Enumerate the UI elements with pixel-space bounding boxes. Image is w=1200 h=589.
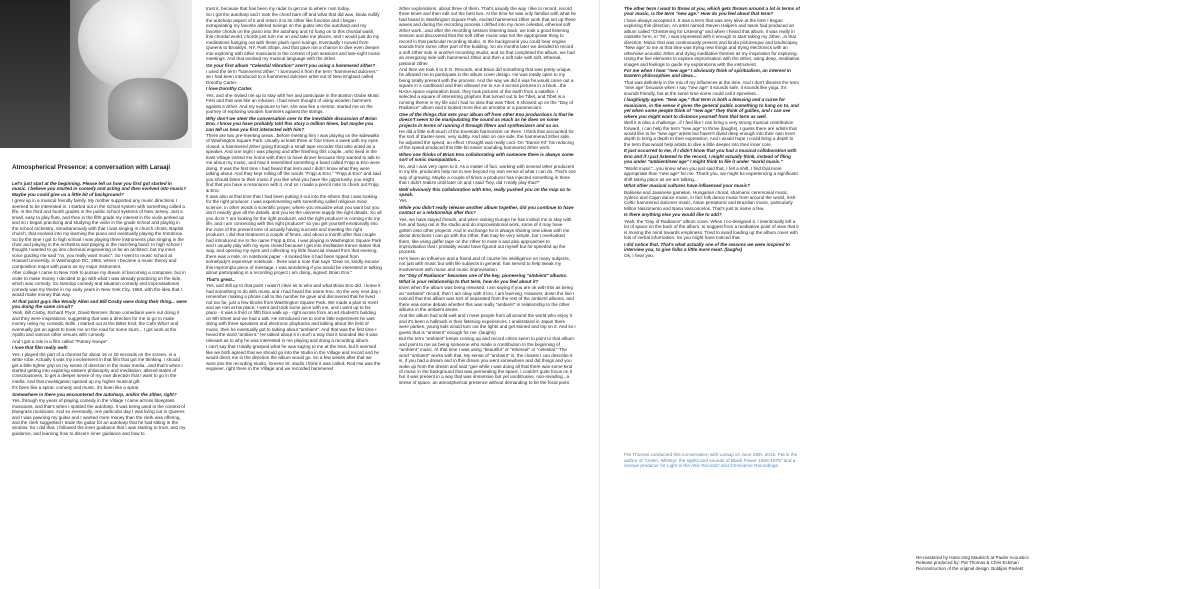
interview-question: What other musical cultures have influenced your music? xyxy=(624,183,751,189)
interview-answer: Ok, I hear you. xyxy=(624,253,655,259)
interview-answer: He's been an influence and a friend and of course his intelligence on many subjects, not just with music but with life subjects in general, has served to help tweak my involvement with music and music improvisation. xyxy=(399,255,570,272)
author-credit: Pat Thomas conducted this conversation with Laraaji on June 29th, 2015. Pat is the author of "Listen, Whitey!: the sights and sounds of Black Power 1965-1975" and a reissue producer for Light in the Attic Records' and Omniverse Recordings. xyxy=(624,452,798,469)
interview-question: Why don't we steer the conversation over to the inevitable discussion of Brian Eno. I know you have probably told this story a million times, but maybe you can tell us how you first interacted with him? xyxy=(206,115,377,132)
article-column-1 xyxy=(12,181,187,585)
interview-answer: Yes, and she invited me up to stay with her and participate in the Boston Globe Music Fest and that was like an infusion. I had never thought of using wooden hammers against a zither. And my exposure to her, she was like a mentor, started me on the journey of exploring wooden hammers against the strings. xyxy=(206,92,380,115)
interview-answer: I can't say that I totally grasped what he was saying to me at the time, but it seemed like we both agreed that we should go into the studio in the Village and record and he would direct me in the direction the album would go. So a few weeks after that we went into the recording studio, Greene St. studio I think it was called. Rod Hui was the engineer, right there in the Village and we recorded hammered xyxy=(206,344,381,371)
interview-answer: Well it is also a challenge...if I feel like I can bring a very strong musical contribution forward, I can help the term "new age" to thrive (laughs). I guess there are artists that would like to be "new age" artists but haven't dived deep enough into their own inner depth to bring a depth to their expression. And I would hope I could bring a depth to the term that would help artists to dive a little deeper into their inner core. xyxy=(624,120,797,147)
interview-answer: He did a little soft touch of the Eventide harmonizer on there. I think that accounted for the sort of Easter-ness, very subtly. And also on one side, the hammered zither side, he adjusted the speed, an effect I thought was really cool. On "Dance #3" his reducing of the speed produced this little bit easier sounding hammered zither work. xyxy=(399,128,574,151)
zither-photo xyxy=(0,0,192,148)
interview-question: The other term I want to throw at you, which gets thrown around a lot in terms of your music, is the term "new age." How do you feel about that term? xyxy=(624,6,800,17)
interview-answer: Yes, I played the part of a chemist for about 15 or 20 seconds on the screen, in a white robe. Actually it was my involvement in that film that got me thinking, I should get a little tighter grip on my sense of direction in the mass media...and that's when I started getting into exploring eastern philosophy and meditation, altered states of consciousness, to get a deeper sense of my own direction that I want to go in the media. And that investigation opened up my higher musical gift. xyxy=(12,351,183,384)
interview-answer: That was definitely in the mix of my influences at the time. And I don't dismiss the term "new age" because when I say "new age" it sounds safe, it sounds like yoga, it's sounds friendly, but at the same time some could call it spineless... xyxy=(624,79,800,96)
interview-answer: After college I came to New York to pursue my dream of becoming a composer, but in order to make money I decided to go with what I was already practicing on the side, which was comedy. So standup comedy and situation comedy and improvisational comedy was my theme in my early years in New York City, 1966, with the idea that I would make money that way. xyxy=(12,270,186,298)
interview-answer: And the album had sold well and I meet people from all around the world who enjoy it and it's been a hallmark in their listening experiences. I understand in Japan there were parties, young kids would turn out the lights and get stoned and trip on it. And so I guess that is "ambient" enough for me. (laughs) xyxy=(399,313,576,335)
interview-answer: I used the term "hammered zither." I borrowed it from the term "hammered dulcimer," as I had been introduced to a hammered dulcimer artist out of New England called Dorothy Carter. xyxy=(206,68,378,85)
interview-answer: There are two pre-meeting areas...before meeting him I was playing on the sidewalks of Washington Square Park. Usually at least three or four times a week with my eyes closed, a hammered zither going through a small tape recorder that also acted as a speaker. And one night I was playing and after finishing this couple...who lived in the East Village invited me home with them to have dinner because they wanted to talk to me about my music, and how it resembled something a band called Fripp & Eno were doing. It was the first time I had heard that term and I didn't know what they were talking about. And they kept rolling off the words "Fripp & Eno," "Fripp & Eno" and said you should listen to their music if you like what you have the opportunity, you might find that you have a resonance with it. And so I made a pencil note to check out Fripp & Eno. xyxy=(206,132,381,193)
interview-answer: trust it, because that has been my radar to get me to where I am today. xyxy=(206,6,350,11)
interview-answer: I have always accepted it. It was a term that was very alive at the time I began exploring this direction. An artist named Steven Halpern and Iasos had produced an album called "Christening for Listening" and when I heard that album, it was really in cassette form, in '78', I was impressed with it enough to start taking my zither...in that direction. Music that was continuously present and kinda picturesque and landscapey. "New age" to me at that time was trying new things and trying electronics with an otherwise acoustic zither and trying meditative themes as my inspiration for exploring. Using the five elements to explore improvisation with the zither, using deep, meditative images and feelings to guide my explorations with the instrument. xyxy=(624,17,800,67)
article-column-2 xyxy=(206,6,382,586)
interview-answer: Yes xyxy=(399,198,407,204)
interview-question: For me when I hear "new age" I obviously think of spiritualism, an interest in Eastern philosophies and ideas... xyxy=(624,67,791,79)
interview-answer: So I got the autoharp and I took the chord bars off and what that did was, kinda nullify the autoharp aspect of it and return it to its zither like function and I began extrapolating my favorite altered tunings on the guitar into the autoharp and my favorite chords on the piano into the autoharp and I'd hang on to this chordal wash, this chordal world, chords just turn me on and take me places, and I would just do my meditations hanging out with these plush open tunings. Eventually I moved from Queens to Brooklyn, NY, Park Slope, and that gave me a chance to dive even deeper into exploring with other musicians in the context of jam sessions and late-night music meetings. And that evolved my musical language with the zither. xyxy=(206,12,381,62)
interview-answer: Yeah, the "Day of Radiance" album cover. When I co-designed it, I intentionally left a lot of space on the back of the album, to suggest from a meditative point of view that it is moving the mind towards emptiness. Tried to avoid loading up the album cover with lots of verbal information. So you might have noticed that. xyxy=(624,218,799,241)
interview-question: One of the things that sets your album off from other Eno productions is that he doesn't seem to be manipulating the sound as much as he does on some projects in terms of running it through filters and synthesizers and so on. xyxy=(399,111,574,128)
interview-answer: Yeah, Bill Cosby, Richard Pryor, David Brenner, those comedians were out doing it and they were inspirations, suggesting that was a direction for me to go to make money using my comedic skills. I started out at the Bitter End, the Cafe Wha? and eventually got an agent to book me on the road for some tours... I got work at the Apollo and various other venues with comedy. xyxy=(12,310,180,338)
interview-answer: Even when the album was being released, I am saying if you are ok with this as being an "ambient" record, then I am okay with it too, I am learning. However, down the line I noticed that this album was sort of separated from the rest of the ambient albums, and there was some debate whether this was really "ambient" in relationship to the other albums in the ambient series. xyxy=(399,285,575,313)
interview-answer: zither explorations, about three of them. That's usually the way I like to record, record three times and then edit out the best two. At the time he was only familiar with what he had heard in Washington Square Park, excited hammered zither work that set up these waves and during the recording process I drifted into my more celestial, ethereal soft zither work...and after the recording session listening back, we took a good listening session and discovered that the soft zither music was not the appropriate thing to record in that particular recording studio. In the background you could hear engine sounds from some other part of the building. So six months later we decided to record a soft zither side in another recording studio, and so that completed the album, we had an energizing side with hammered zither and then a soft side with soft, ethereal, pastoral zither. xyxy=(399,6,576,66)
interview-answer: I grew up in a musical friendly family. My mother supported any music directions I seemed to be interested in. I started out in the school system with something called a fife, in the third and fourth grades in the public school systems of New Jersey. Just a small, easy to play flute, and then in the fifth grade my interest in the violin perked up and so I began practicing and studying the violin in the grade school and playing in the school orchestra. Simultaneously with that I was singing in church choirs, Baptist church, that evolved into my learning the piano and eventually playing the trombone. So by the time I got to high school I was playing three instruments plus singing in the choir and playing in the orchestra and playing in the marching band. In high school I thought I wanted to go into chemical engineering or be an architect, but my inner voice guiding me said "no, you really want music". So I went to music school at Howard University, in Washington DC, 1962, where I became a music theory and composition major with piano as my major instrument. xyxy=(12,198,185,269)
interview-answer: No, and I was very open to it. As a matter of fact, working with several other producers in my life, producers help me to see beyond my own sense of what I can do. That's one way of growing. Maybe a couple of times a producer has injected something in there that I didn't realize until later on and I said "hey, did I really play that?" xyxy=(399,163,576,186)
interview-question: Is there anything else you would like to add? xyxy=(624,212,722,218)
interview-question: Somewhere in there you encountered the autoharp, and/or the zither, right? xyxy=(12,391,177,397)
interview-answer: It's been like a spiral, comedy and music, it's been like a spiral. xyxy=(12,385,140,391)
interview-question: I did notice that. That's what actually one of the reasons we were inspired to interview you, to give folks a little more meat. (laughs) xyxy=(624,241,790,253)
interview-question: Let's just start at the beginning. Please tell us how you first got started in music. I believe you started in comedy and acting and then evolved into music? Maybe you could give us a little bit of background? xyxy=(12,181,187,197)
right-page xyxy=(600,0,1200,589)
article-column-4 xyxy=(624,6,800,410)
interview-answer: And I got a role in a film called "Putney Swope". xyxy=(12,338,109,344)
release-line: Release produced by: Pat Thomas & Chris Eckman xyxy=(916,560,1019,566)
interview-answer: And then we took it to E.G. Records, and Brian did something that was pretty unique, he allowed me to participate in the album cover design. He was totally open to my being totally present with the process. And the way we did it was he would carve out a square in a cardboard and then allowed me to run it across pictures in a book...the NASA space exploration book, they took pictures of the earth from a satellite. I selected a square of interesting graphics that turned out to be Tibet, and Tibet is a running theme in my life and I had no idea that was Tibet. It showed up on the "Day of Radiance" album and it looked more like an amoeba or a paramecium. xyxy=(399,66,574,111)
interview-question: Well obviously this collaboration with Eno, really pushed you on the map so to speak. xyxy=(399,186,571,197)
release-credits xyxy=(916,555,1192,571)
release-line: Reconstruction of the original design: Boldijan Pavlekt xyxy=(916,565,1024,571)
interview-answer: Yes, through my years of playing comedy in the Village I came across bluegrass musicians, and that's when I spotted the autoharp. It was being used in the context of bluegrass musicians. And so eventually, one particular day I was living out in Queens and I was pawning my guitar and I wanted more money than the clerk was offering, and the clerk suggested I trade the guitar for an autoharp that he had sitting in the window. So I did that. I followed the inner guidance that I was starting to trust, and my guidance, and learning how to discern inner guidance and how to xyxy=(12,398,186,436)
interview-question: When one thinks of Brian Eno collaborating with someone there is always some sort of sonic manipulation... xyxy=(399,151,574,163)
interview-answer: Yes, we have stayed friends, and when visiting Europe he has invited me to stay with him and hang out in the studio and do improvisational work, some of it may have gotten onto other projects. And in exchange he is always sharing new ideas with me about directions I can go with the zither, that may be very simple, but I overlooked them, like using gaffer tape on the zither to mute it and also approaches to improvisation that I probably would have figured out myself but he speeded up the process. xyxy=(399,216,572,255)
interview-question: I love that film really well! xyxy=(12,345,68,351)
interview-question: So "Day of Radiance" becomes one of the key, pioneering "ambient" albums. What is your relationship to that term, how do you feel about it? xyxy=(399,273,568,284)
interview-question: On your first album "Celestial Vibration" aren't you using a hammered zither? xyxy=(206,62,376,68)
interview-answer: Balinese and Javanese gamelan, Hungarian choral, shamanic ceremonial music, zydeco and Cajun dance music, in fact folk dance music from around the world, Irish-Celtic hammered dulcimer music, Asian pentatonic and Brazilian music, particularly Milton Nascimento and Nana Vasconcelos. That's just to name a few. xyxy=(624,189,797,211)
interview-answer: But the term "ambient" keeps coming up and record critics seem to point to that album and point to me as being someone who made a contribution to the beginning of "ambient" music. At that time I was using "beautiful" or "ethereal" or "celestial." The word "ambient" works with that. My sense of "ambient" is, the closest I can describe it is, if you had a dream and in this dream you went somewhere and did things and you woke up from the dream and said "gee while I was doing all that there was some kind of music in the background that was permeating the space, I couldn't quite focus on it but it was present in a way that was immersive but yet unobtrusive, non-invading...a sense of space, an atmospherical presence without demanding to be the focal point. xyxy=(399,336,574,385)
article-title: Atmospherical Presence: a conversation with Laraaji xyxy=(12,164,171,171)
interview-question: I love Dorothy Carter. xyxy=(206,86,253,92)
interview-question: At that point guys like Woody Allen and Bill Cosby were doing their thing... were you doing the same circuit? xyxy=(12,298,187,309)
interview-answer: Yes, and still up to that point I wasn't clear as to who and what Brian Eno did. I knew it had something to do with music and I had heard the name Eno. So the very next day I remember making a phone call to the number he gave and discovered that he lived not too far, just a few blocks from Washington Square Park. We made a plan to meet and we met at his place. I went and took some juice with me, and I went up to his place - it was a third or fifth floor walk up - right across from an art student's building on 8th street and we had a talk. He introduced me to some little experiment he was doing with three speakers and electronic playbacks and talking about the field of music, then he eventually got to talking about "ambient". And that was the first time I heard the word "ambient." He talked about it in such a way that it sounded like it was relevant as to why he was interested in me playing and doing a recording album. xyxy=(206,283,381,343)
article-column-3 xyxy=(399,6,576,586)
interview-answer: "World music"...you know when you just said that, I felt a shift, I find that more appropriate than "new age" for me. Thank you, we might be experiencing a significant shift taking place as we are talking... xyxy=(624,165,798,182)
interview-question: While you didn't really release another album together, did you continue to have contact or a relationship after this? xyxy=(399,204,574,216)
interview-question: It just occurred to me, if I didn't know that you had a musical collaboration with Eno and if I just listened to the record, I might actually think, instead of filing you under "ambient/new age" I might think to file it under "world music." xyxy=(624,148,797,165)
release-line: Re-mastered by Hans-Jörg Mauksch at Pauler Acoustics xyxy=(916,555,1029,560)
interview-question: I laughingly agree. "New age," that term is both a blessing and a curse for musicians, in the sense it gives the general public something to hang on to, and yet when some people think of "new age" they think of gullies, and I can see where you might want to distance yourself from that term as well. xyxy=(624,97,799,119)
interview-question: That's great... xyxy=(206,276,236,282)
interview-answer: It was also at that time that I had been putting it out into the ethers that I was looking for the right producer. I was experimenting with something called religious mind science, in other words a scientific prayer, where you visualize what you want but you don't exactly give all the details, and you let the universe supply the right details. So all you do is "I am looking for the right producer, and the right producer is coming into my life, and I am connecting with this right producer" so you get yourself emotionally into the zone of the present time of actually having success and meeting the right producer. I did that treatment a couple of times, and about a month after that couple had introduced me to the name Fripp & Eno, I was playing in Washington Square Park and I usually play with my eyes closed because I get into meditative trance states that way, and opening my eyes and collecting my little financial reward from that evening, there was a note, on notebook paper - it looked like it had been ripped from somebody's expensive notebook - there was a note that says "Dear sir, kindly excuse this impromptu piece of message, I was wondering if you would be interested in talking about participating in a recording project I am doing, signed: Brian Eno." xyxy=(206,193,382,276)
